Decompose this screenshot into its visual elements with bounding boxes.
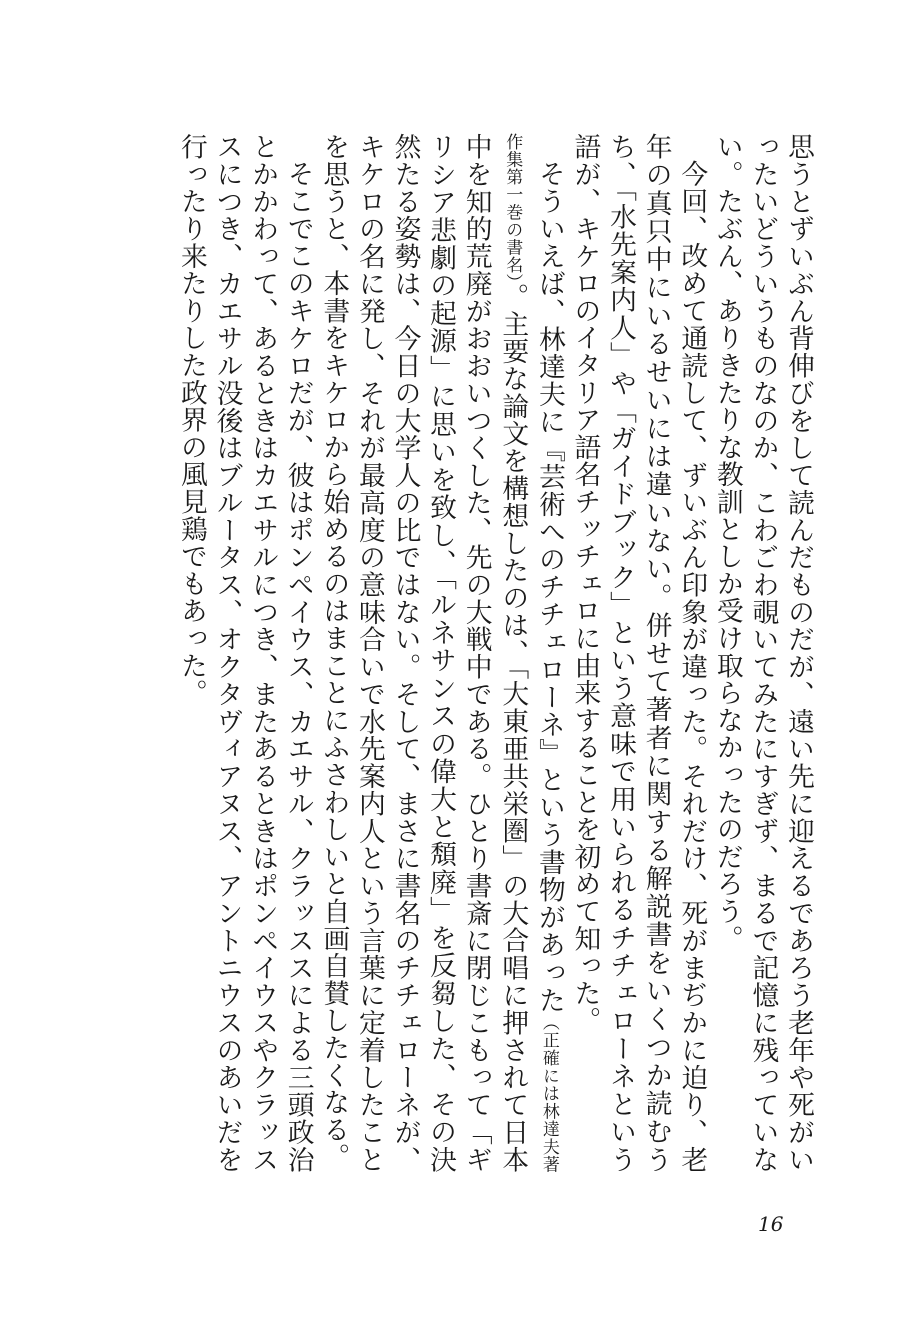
paragraph-3-text-after: 。主要な論文を構想したのは、「大東亜共栄圏」の大合唱に押されて日本中を知的荒廃がおおいつくした、先の大戦中である。ひとり書斎に閉じこもって「ギリシア悲劇の起源」に思いを致し、「ルネサンスの偉大と頽廃」を反芻した、その決然たる姿勢は、今日の大学人の比ではない。そして、まさに書名のチチェローネが、キケロの名に発し、それが最高度の意味合いで水先案内人という言葉に定着したことを思うと、本書をキケロから始めるのはまことにふさわしいと自画自賛したくなる。 bbox=[318, 133, 529, 1173]
paragraph-3-text-before: そういえば、林達夫に『芸術へのチチェローネ』という書物があった bbox=[533, 159, 565, 1014]
paragraph-4: そこでこのキケロだが、彼はポンペイウス、カエサル、クラッススによる三頭政治とかかわって、あるときはカエサルにつき、またあるときはポンペイウスやクラッススにつき、カエサル没後はブルータス、オクタヴィアヌス、アントニウスのあいだを行ったり来たりした政界の風見鶏でもあった。 bbox=[175, 133, 314, 1173]
page-number: 16 bbox=[758, 1212, 784, 1236]
paragraph-1: 思うとずいぶん背伸びをして読んだものだが、遠い先に迎えるであろう老年や死がいったいどういうものなのか、こわごわ覗いてみたにすぎず、まるで記憶に残っていない。たぶん、ありきたりな教訓としか受け取らなかったのだろう。 bbox=[711, 133, 814, 1173]
vertical-text-body bbox=[116, 133, 816, 1173]
paragraph-3 bbox=[316, 133, 567, 1173]
paragraph-3-note: （正確には林達夫著作集第一巻の書名） bbox=[502, 133, 559, 1173]
paragraph-2: 今回、改めて通読して、ずいぶん印象が違った。それだけ、死がまぢかに迫り、老年の真只中にいるせいには違いない。併せて著者に関する解説書をいくつか読むうち、「水先案内人」や「ガイドブック」という意味で用いられるチチェローネという語が、キケロのイタリア語名チッチェロに由来することを初めて知った。 bbox=[569, 133, 708, 1173]
